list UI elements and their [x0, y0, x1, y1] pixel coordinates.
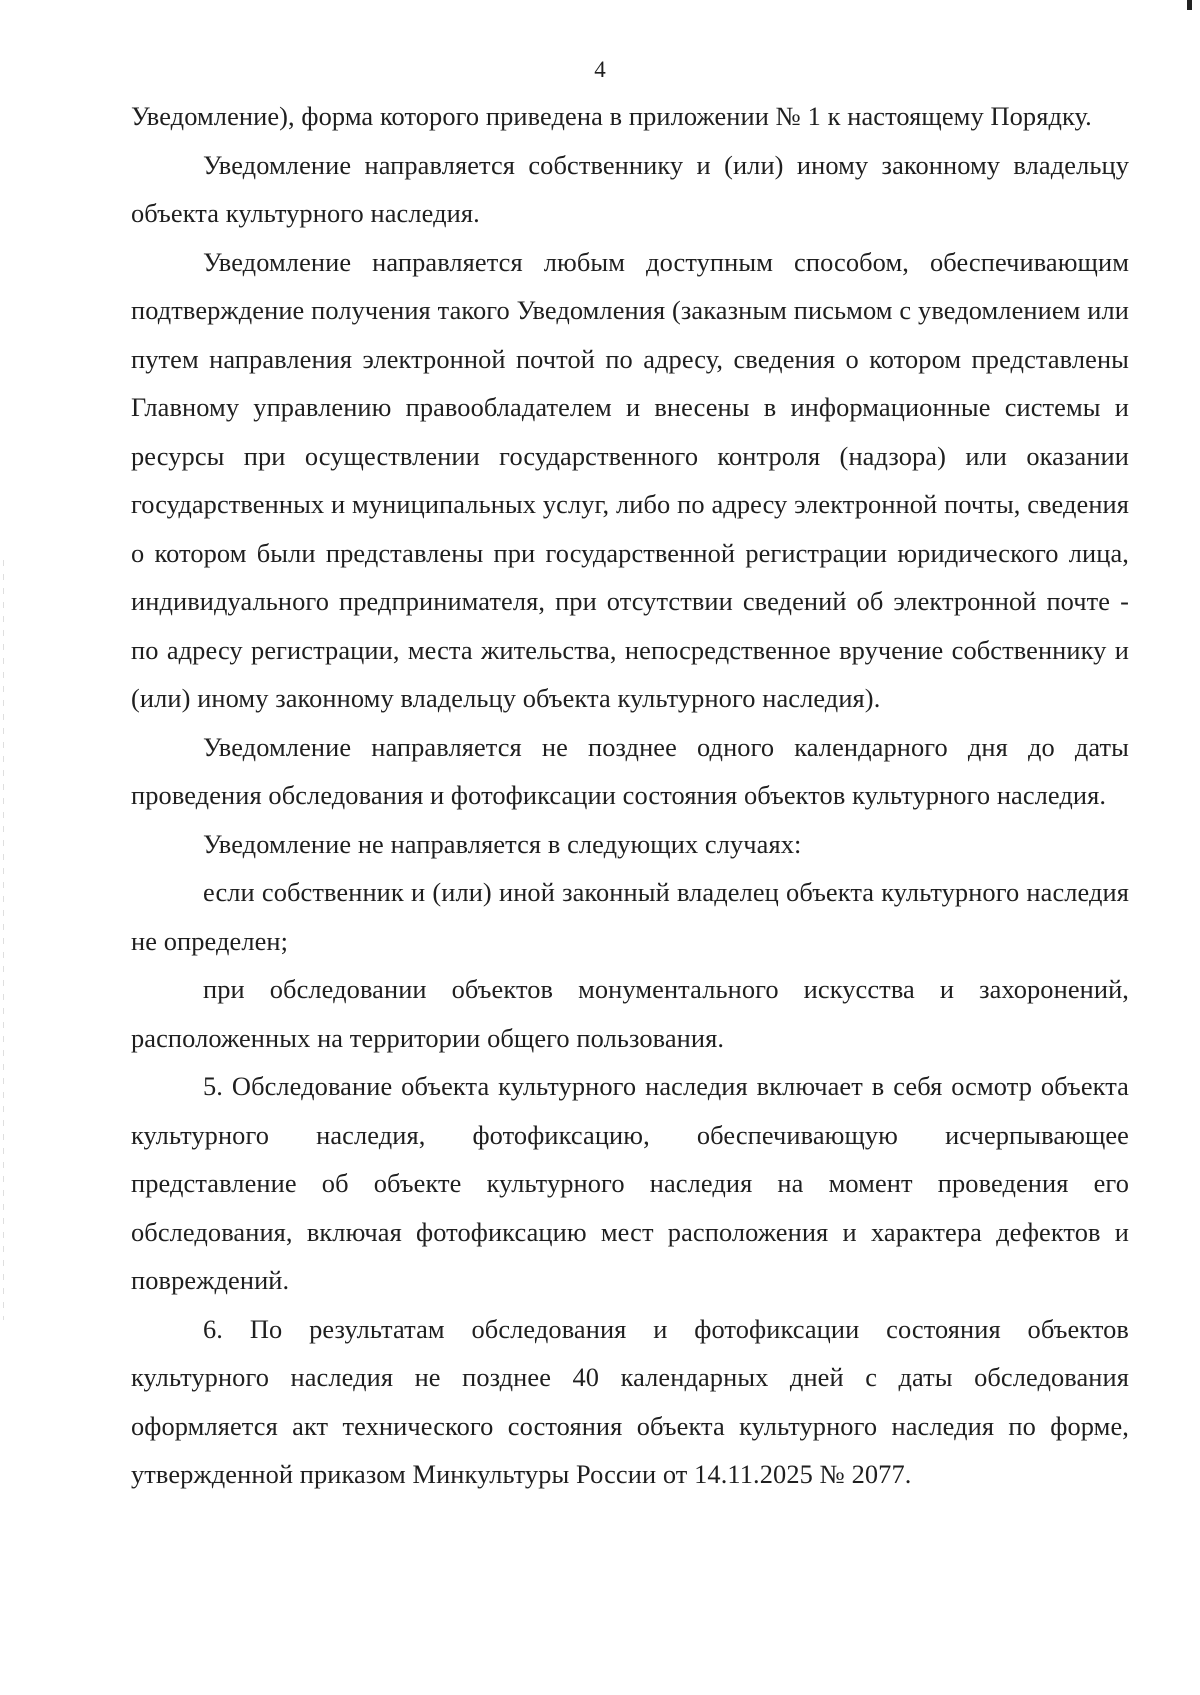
paragraph: Уведомление направляется собственнику и (или) иному законному владельцу объекта культурного наследия.: [131, 149, 1129, 228]
page-number: 4: [594, 57, 606, 82]
list-item: при обследовании объектов монументального искусства и захоронений, расположенных на территории общего пользования.: [131, 974, 1129, 1053]
paragraph: Уведомление направляется любым доступным способом, обеспечивающим подтверждение получения такого Уведомления (заказным письмом с уведомлением или путем направления электронной почтой по адресу, сведения о котором представлены Главному управлению правообладателем и внесены в информационные системы и ресурсы при осуществлении государственного контроля (надзора) или оказании государственных и муниципальных услуг, либо по адресу электронной почты, сведения о котором были представлены при государственной регистрации юридического лица, индивидуального предпринимателя, при отсутствии сведений об электронной почте - по адресу регистрации, места жительства, непосредственное вручение собственнику и (или) иному законному владельцу объекта культурного наследия).: [131, 246, 1129, 713]
paragraph-continuation: Уведомление), форма которого приведена в приложении № 1 к настоящему Порядку.: [131, 101, 1092, 131]
numbered-paragraph-5: 5. Обследование объекта культурного наследия включает в себя осмотр объекта культурного наследия, фотофиксацию, обеспечивающую исчерпывающее представление об объекте культурного наследия на момент проведения его обследования, включая фотофиксацию мест расположения и характера дефектов и повреждений.: [131, 1071, 1129, 1295]
list-item: если собственник и (или) иной законный владелец объекта культурного наследия не определен;: [131, 877, 1129, 956]
scan-edge-artifact: [3, 560, 4, 1320]
numbered-paragraph-6: 6. По результатам обследования и фотофиксации состояния объектов культурного наследия не позднее 40 календарных дней с даты обследования оформляется акт технического состояния объекта культурного наследия по форме, утвержденной приказом Минкультуры России от 14.11.2025 № 2077.: [131, 1313, 1129, 1489]
document-body: [131, 92, 1129, 1499]
paragraph: Уведомление не направляется в следующих случаях:: [203, 828, 802, 859]
paragraph: Уведомление направляется не позднее одного календарного дня до даты проведения обследования и фотофиксации состояния объектов культурного наследия.: [131, 731, 1129, 810]
scan-artifact: [1187, 0, 1192, 10]
